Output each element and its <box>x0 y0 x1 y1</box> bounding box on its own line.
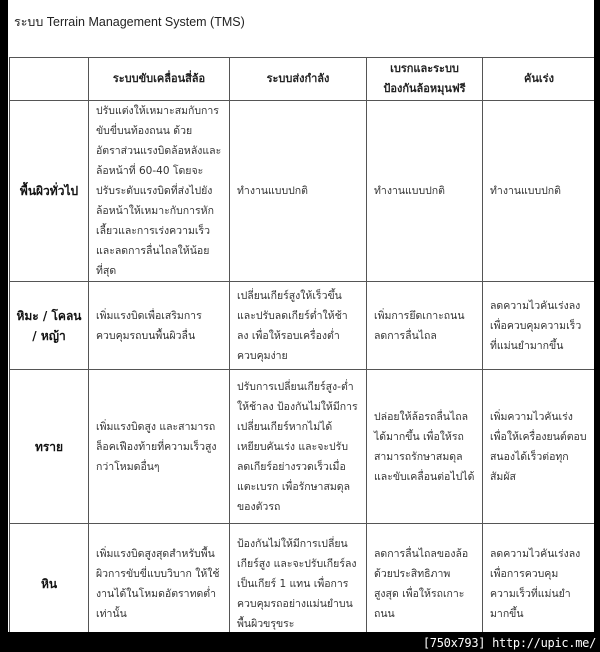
cell-brakes: ทำงานแบบปกติ <box>367 101 483 282</box>
cell-transmission: ทำงานแบบปกติ <box>230 101 367 282</box>
row-terrain: หิมะ / โคลน / หญ้า <box>10 282 89 370</box>
image-host-watermark: [750x793] http://upic.me/ <box>422 636 596 650</box>
cell-awd: เพิ่มแรงบิดสูงสุดสำหรับพื้นผิวการขับขี่แบบวิบาก ให้ใช้งานได้ในโหมดอัตราทดต่ำเท่านั้น <box>89 524 230 633</box>
header-transmission: ระบบส่งกำลัง <box>230 58 367 101</box>
table-row <box>10 101 595 282</box>
cell-transmission: ปรับการเปลี่ยนเกียร์สูง-ต่ำให้ช้าลง ป้องกันไม่ให้มีการเปลี่ยนเกียร์หากไม่ได้เหยียบคันเร่ง และจะปรับลดเกียร์อย่างรวดเร็วเมื่อแตะเบรก เพื่อรักษาสมดุลของตัวรถ <box>230 370 367 524</box>
header-throttle: คันเร่ง <box>483 58 595 101</box>
tms-comparison-table <box>9 57 594 632</box>
table-row <box>10 370 595 524</box>
table-row <box>10 524 595 633</box>
cell-throttle: เพิ่มความไวคันเร่ง เพื่อให้เครื่องยนต์ตอบสนองได้เร็วต่อทุกสัมผัส <box>483 370 595 524</box>
table-row <box>10 282 595 370</box>
cell-transmission: ป้องกันไม่ให้มีการเปลี่ยนเกียร์สูง และจะปรับเกียร์ลงเป็นเกียร์ 1 แทน เพื่อการควบคุมรถอย่างแม่นยำบนพื้นผิวขรุขระ <box>230 524 367 633</box>
row-terrain: ทราย <box>10 370 89 524</box>
cell-throttle: ลดความไวคันเร่งลง เพื่อควบคุมความเร็วที่แม่นยำมากขึ้น <box>483 282 595 370</box>
header-awd: ระบบขับเคลื่อนสี่ล้อ <box>89 58 230 101</box>
row-terrain: หิน <box>10 524 89 633</box>
cell-awd: เพิ่มแรงบิดสูง และสามารถล็อคเฟืองท้ายที่ความเร็วสูงกว่าโหมดอื่นๆ <box>89 370 230 524</box>
table-header-row <box>10 58 595 101</box>
document-page <box>8 0 594 632</box>
cell-transmission: เปลี่ยนเกียร์สูงให้เร็วขึ้น และปรับลดเกียร์ต่ำให้ช้าลง เพื่อให้รอบเครื่องต่ำ ควบคุมง่าย <box>230 282 367 370</box>
cell-brakes: เพิ่มการยึดเกาะถนน ลดการลื่นไถล <box>367 282 483 370</box>
cell-throttle: ทำงานแบบปกติ <box>483 101 595 282</box>
header-terrain <box>10 58 89 101</box>
document-title: ระบบ Terrain Management System (TMS) <box>14 15 245 29</box>
row-terrain: พื้นผิวทั่วไป <box>10 101 89 282</box>
cell-brakes: ลดการลื่นไถลของล้อด้วยประสิทธิภาพสูงสุด เพื่อให้รถเกาะถนน <box>367 524 483 633</box>
header-brakes: เบรกและระบบป้องกันล้อหมุนฟรี <box>367 58 483 101</box>
cell-brakes: ปล่อยให้ล้อรถลื่นไถลได้มากขึ้น เพื่อให้รถสามารถรักษาสมดุลและขับเคลื่อนต่อไปได้ <box>367 370 483 524</box>
cell-throttle: ลดความไวคันเร่งลง เพื่อการควบคุมความเร็วที่แม่นยำมากขึ้น <box>483 524 595 633</box>
cell-awd: เพิ่มแรงบิดเพื่อเสริมการควบคุมรถบนพื้นผิวลื่น <box>89 282 230 370</box>
cell-awd: ปรับแต่งให้เหมาะสมกับการขับขี่บนท้องถนน ด้วยอัตราส่วนแรงบิดล้อหลังและล้อหน้าที่ 60-40 โดยจะปรับระดับแรงบิดที่ส่งไปยังล้อหน้าให้เหมาะกับการหักเลี้ยวและการเร่งความเร็ว และลดการลื่นไถลให้น้อยที่สุด <box>89 101 230 282</box>
